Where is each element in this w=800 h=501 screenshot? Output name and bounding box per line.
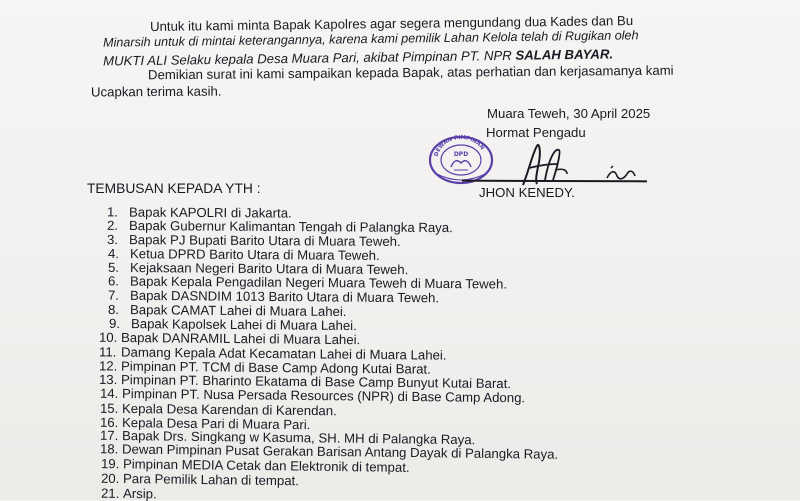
tembusan-item-text: Bapak DASNDIM 1013 Barito Utara di Muara Teweh. xyxy=(130,288,440,306)
body-line-2: Minarsih untuk di mintai keterangannya, karena kami pemilik Lahan Kelola telah di Rugikan oleh xyxy=(102,28,639,50)
tembusan-item xyxy=(101,487,157,501)
tembusan-item-text: Bapak DANRAMIL Lahei di Muara Lahei. xyxy=(120,330,361,348)
tembusan-item-number: 6. xyxy=(107,273,120,289)
tembusan-item-number: 5. xyxy=(107,260,119,276)
tembusan-item-number: 10. xyxy=(98,330,118,346)
signer-name: JHON KENEDY. xyxy=(479,185,575,200)
place-date: Muara Teweh, 30 April 2025 xyxy=(487,106,651,121)
tembusan-item-text: Pimpinan PT. Nusa Persada Resources (NPR) di Base Camp Adong. xyxy=(121,385,525,405)
tembusan-item-number: 16. xyxy=(99,414,119,430)
tembusan-item-number: 13. xyxy=(99,371,118,387)
tembusan-item-text: Pimpinan MEDIA Cetak dan Elektronik di tempat. xyxy=(122,456,410,475)
salah-bayar-emphasis: SALAH BAYAR. xyxy=(515,46,614,63)
tembusan-item-number: 4. xyxy=(107,246,119,262)
tembusan-item-text: Bapak Kapolsek Lahei di Muara Lahei. xyxy=(130,316,357,334)
tembusan-item-text: Arsip. xyxy=(122,485,157,501)
tembusan-item-number: 14. xyxy=(99,385,119,401)
tembusan-item-number: 9. xyxy=(108,316,120,332)
tembusan-item-text: Kejaksaan Negeri Barito Utara di Muara Teweh. xyxy=(129,260,409,278)
tembusan-item-text: Bapak Drs. Singkang w Kasuma, SH. MH di Palangka Raya. xyxy=(122,427,476,447)
tembusan-item-number: 3. xyxy=(107,232,119,248)
tembusan-item-text: Bapak KAPOLRI di Jakarta. xyxy=(128,204,292,221)
body-line-1: Untuk itu kami minta Bapak Kapolres agar segera mengundang dua Kades dan Bu xyxy=(149,13,634,34)
tembusan-item-number: 15. xyxy=(99,400,119,416)
tembusan-item-number: 7. xyxy=(108,287,120,304)
tembusan-item-number: 2. xyxy=(107,217,119,234)
tembusan-item-number: 21. xyxy=(100,485,120,501)
tembusan-item-number: 19. xyxy=(100,455,120,472)
tembusan-item-number: 1. xyxy=(106,204,119,220)
body-line-3-text: MUKTI ALI Selaku kepala Desa Muara Pari, akibat Pimpinan PT. NPR xyxy=(102,47,516,69)
tembusan-item-text: Bapak PJ Bupati Barito Utara di Muara Teweh. xyxy=(129,232,402,250)
tembusan-item-text: Pimpinan PT. Bharinto Ekatama di Base Camp Bunyut Kutai Barat. xyxy=(121,371,512,391)
tembusan-item-number: 18. xyxy=(100,441,119,457)
tembusan-item-text: Damang Kepala Adat Kecamatan Lahei di Muara Lahei. xyxy=(120,344,447,363)
body-line-5: Ucapkan terima kasih. xyxy=(90,83,222,100)
tembusan-item-text: Bapak Kepala Pengadilan Negeri Muara Teweh di Muara Teweh. xyxy=(129,273,508,292)
tembusan-item-text: Para Pemilik Lahan di tempat. xyxy=(122,470,299,489)
stamp-top-text: DEWAN PIMPINAN xyxy=(433,134,486,158)
tembusan-item-text: Dewan Pimpinan Pusat Gerakan Barisan Antang Dayak di Palangka Raya. xyxy=(122,441,559,462)
tembusan-item-number: 12. xyxy=(99,357,118,374)
tembusan-item-text: Kepala Desa Karendan di Karendan. xyxy=(121,400,337,418)
tembusan-item-text: Pimpinan PT. TCM di Base Camp Adong Kutai Barat. xyxy=(121,358,432,377)
stamp-center-text: DPD xyxy=(453,151,469,158)
tembusan-item-number: 8. xyxy=(108,302,120,318)
tembusan-item-number: 17. xyxy=(100,427,119,443)
tembusan-item-text: Bapak CAMAT Lahei di Muara Lahei. xyxy=(130,302,347,320)
tembusan-item-text: Kepala Desa Pari di Muara Pari. xyxy=(121,414,311,432)
closing-salutation: Hormat Pengadu xyxy=(486,125,586,140)
tembusan-item-text: Ketua DPRD Barito Utara di Muara Teweh. xyxy=(129,246,380,264)
body-line-4: Demikian surat ini kami sampaikan kepada Bapak, atas perhatian dan kerjasamanya kami xyxy=(147,62,674,83)
tembusan-heading: TEMBUSAN KEPADA YTH : xyxy=(87,181,261,196)
tembusan-item-number: 11. xyxy=(98,343,117,359)
tembusan-item-number: 20. xyxy=(100,470,120,486)
tembusan-item-text: Bapak Gubernur Kalimantan Tengah di Palangka Raya. xyxy=(129,218,454,236)
